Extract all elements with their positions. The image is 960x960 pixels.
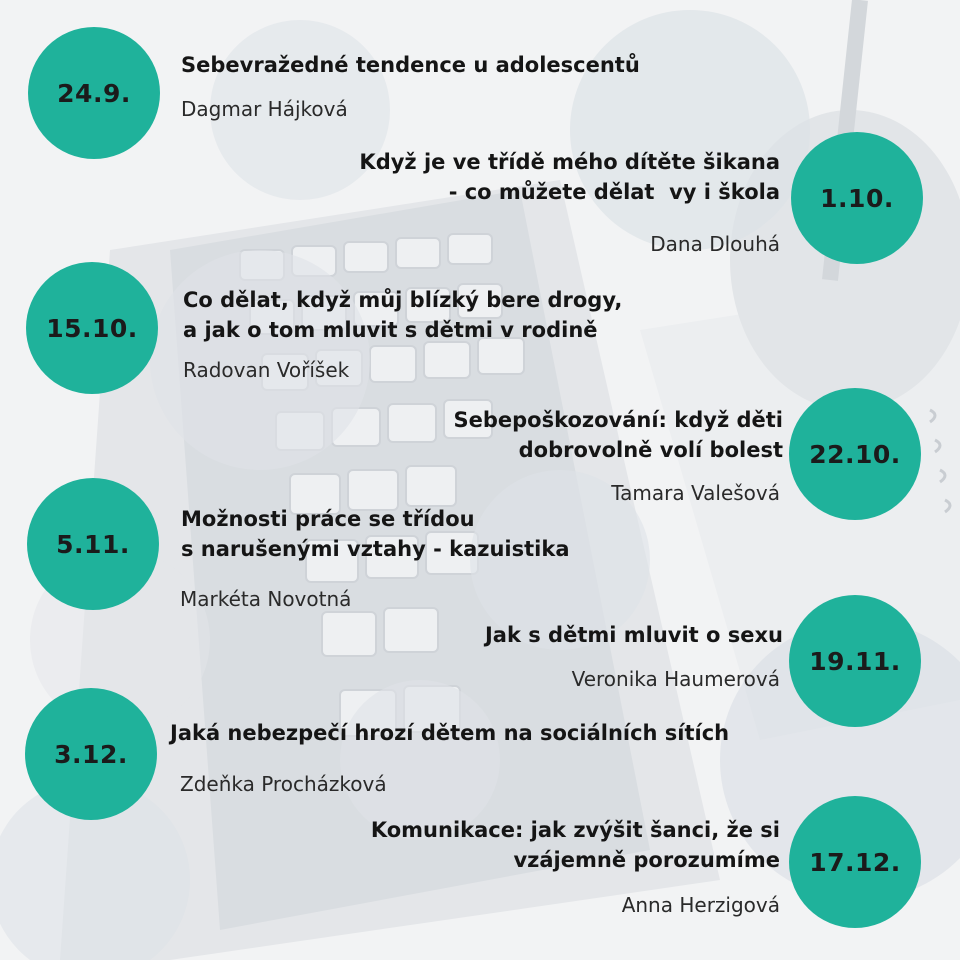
event-3-date-badge [26,262,158,394]
event-4-date-badge [789,388,921,520]
event-6-date: 19.11. [809,646,901,676]
event-1-date-badge [28,27,160,159]
event-8-speaker: Anna Herzigová [621,893,780,917]
event-1-title: Sebevražedné tendence u adolescentů [181,53,640,77]
event-2-date: 1.10. [820,183,894,213]
event-7-title: Jaká nebezpečí hrozí dětem na sociálních sítích [170,721,730,745]
event-7-speaker: Zdeňka Procházková [180,772,387,796]
event-5-title: Možnosti práce se třídou s narušenými vztahy - kazuistika [181,507,570,561]
event-5-date-badge [27,478,159,610]
event-2-speaker: Dana Dlouhá [650,232,780,256]
event-3-title: Co dělat, když můj blízký bere drogy, a jak o tom mluvit s dětmi v rodině [183,288,623,342]
event-6-title: Jak s dětmi mluvit o sexu [484,623,783,647]
event-2-title: Když je ve třídě mého dítěte šikana - co můžete dělat vy i škola [359,150,780,204]
event-5-date: 5.11. [56,529,130,559]
event-4-date: 22.10. [809,439,901,469]
event-3-date: 15.10. [46,313,138,343]
event-4-title: Sebepoškozování: když děti dobrovolně volí bolest [453,408,783,462]
event-1-date: 24.9. [57,78,131,108]
event-8-title: Komunikace: jak zvýšit šanci, že si vzájemně porozumíme [370,818,780,872]
event-4-speaker: Tamara Valešová [611,481,780,505]
event-7-date: 3.12. [54,739,128,769]
event-1-speaker: Dagmar Hájková [181,97,348,121]
event-2-date-badge [791,132,923,264]
event-3-speaker: Radovan Voříšek [183,358,350,382]
event-8-date: 17.12. [809,847,901,877]
event-6-date-badge [789,595,921,727]
event-8-date-badge [789,796,921,928]
event-7-date-badge [25,688,157,820]
event-6-speaker: Veronika Haumerová [571,667,780,691]
event-5-speaker: Markéta Novotná [180,587,352,611]
